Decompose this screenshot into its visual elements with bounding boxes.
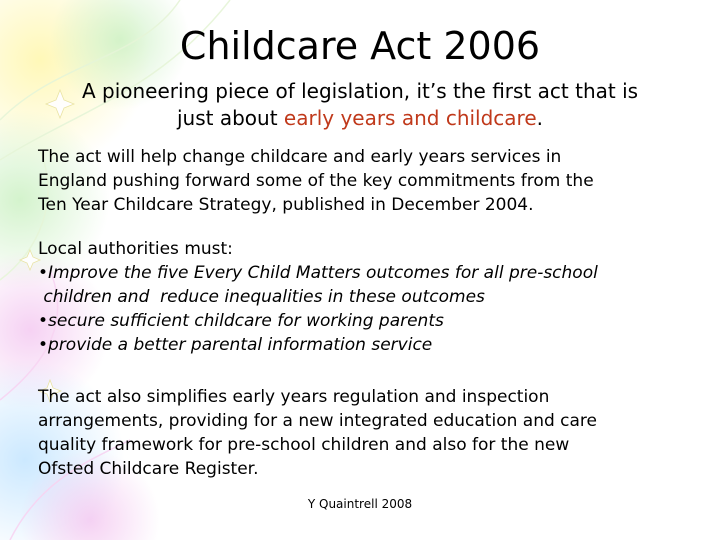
- duty-bullet-continued: children and reduce inequalities in these outcomes: [38, 287, 485, 307]
- intro-line: The act will help change childcare and early years services in: [38, 147, 562, 167]
- duty-bullet: •Improve the five Every Child Matters outcomes for all pre-school: [38, 263, 598, 283]
- subtitle-line-1: A pioneering piece of legislation, it’s the first act that is: [81, 79, 639, 103]
- intro-line: England pushing forward some of the key commitments from the: [38, 171, 594, 191]
- regulation-line: arrangements, providing for a new integrated education and care: [38, 411, 597, 431]
- regulation-line: Ofsted Childcare Register.: [38, 459, 259, 479]
- regulation-line: The act also simplifies early years regulation and inspection: [38, 387, 550, 407]
- page-title: Childcare Act 2006: [179, 24, 541, 68]
- subtitle-period: .: [536, 106, 543, 130]
- subtitle-text: just about: [176, 106, 284, 130]
- author-credit: Y Quaintrell 2008: [307, 497, 413, 511]
- subtitle-highlight: early years and childcare: [283, 106, 537, 130]
- subtitle-line-2: [20, 105, 700, 132]
- regulation-line: quality framework for pre-school children and also for the new: [38, 435, 570, 455]
- duties-heading: Local authorities must:: [38, 239, 233, 259]
- duty-bullet: •provide a better parental information service: [38, 335, 433, 355]
- intro-line: Ten Year Childcare Strategy, published in December 2004.: [38, 195, 534, 215]
- intro-paragraph: [38, 145, 698, 217]
- subtitle: [20, 78, 700, 132]
- duty-bullet: •secure sufficient childcare for working parents: [38, 311, 444, 331]
- regulation-paragraph: [38, 385, 698, 481]
- duties-paragraph: [38, 237, 698, 357]
